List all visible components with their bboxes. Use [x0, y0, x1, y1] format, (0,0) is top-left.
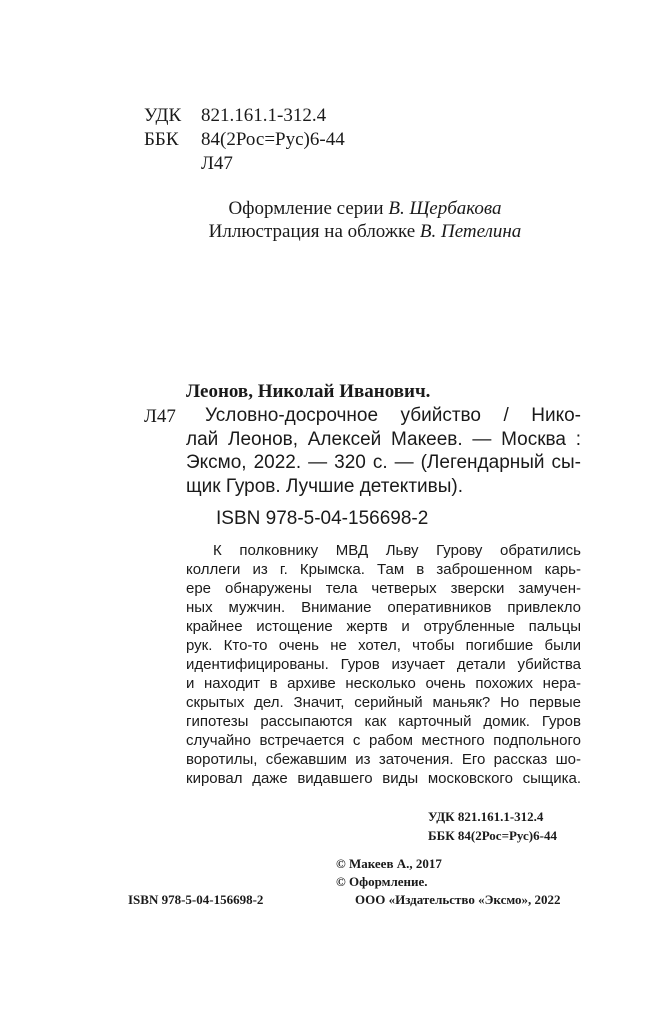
cover-illustration-name: В. Петелина — [419, 221, 522, 242]
copyright-line: © Макеев А., 2017 — [336, 856, 442, 871]
annotation-line: ных мужчин. Внимание оперативников привлекло — [186, 599, 581, 616]
annotation-line: воротилы, сбежавшим из заточения. Его рассказ шо- — [186, 751, 581, 768]
series-design-name: В. Щербакова — [388, 198, 502, 219]
annotation-line: К полковнику МВД Льву Гурову обратились — [213, 542, 581, 559]
record-isbn: ISBN 978-5-04-156698-2 — [216, 508, 429, 529]
cover-illustration-credit — [0, 221, 662, 243]
annotation-line: крайнее истощение жертв и отрубленные пальцы — [186, 618, 581, 635]
annotation-line: гипотезы рассыпаются как карточный домик. Гуров — [186, 713, 581, 730]
record-description-line: щик Гуров. Лучшие детективы). — [186, 476, 463, 497]
udk-value: 821.161.1-312.4 — [201, 105, 327, 126]
annotation-line: коллеги из г. Крымска. Там в заброшенном карь- — [186, 561, 581, 578]
annotation-line: кировал даже видавшего виды московского сыщика. — [186, 770, 581, 787]
annotation-line: ере обнаружены тела четверых зверски замучен- — [186, 580, 581, 597]
annotation-line: случайно встречается с рабом местного подпольного — [186, 732, 581, 749]
series-design-label: Оформление серии — [228, 198, 384, 219]
annotation-line: скрытых дел. Значит, серийный маньяк? Но первые — [186, 694, 581, 711]
record-description-line: Эксмо, 2022. — 320 с. — (Легендарный сы- — [186, 452, 581, 473]
series-design-credit — [0, 198, 662, 220]
bottom-bbk: ББК 84(2Рос=Рус)6-44 — [428, 828, 557, 843]
bottom-udk: УДК 821.161.1-312.4 — [428, 809, 544, 824]
bottom-isbn: ISBN 978-5-04-156698-2 — [128, 892, 264, 907]
copyright-line: © Оформление. — [336, 874, 428, 889]
bbk-label: ББК — [144, 129, 179, 150]
record-description-line: лай Леонов, Алексей Макеев. — Москва : — [186, 429, 581, 450]
annotation-line: идентифицированы. Гуров изучает детали убийства — [186, 656, 581, 673]
bbk-value: 84(2Рос=Рус)6-44 — [201, 129, 345, 150]
author-mark: Л47 — [201, 153, 233, 174]
annotation-line: рук. Кто-то очень не хотел, чтобы погибшие были — [186, 637, 581, 654]
record-description-line: Условно-досрочное убийство / Нико- — [205, 405, 581, 426]
annotation-line: и находит в архиве несколько очень похожих нера- — [186, 675, 581, 692]
cover-illustration-label: Иллюстрация на обложке — [208, 221, 416, 242]
copyright-line: ООО «Издательство «Эксмо», 2022 — [355, 892, 561, 907]
udk-label: УДК — [144, 105, 182, 126]
record-author-mark: Л47 — [144, 406, 176, 427]
author-heading: Леонов, Николай Иванович. — [186, 381, 431, 402]
